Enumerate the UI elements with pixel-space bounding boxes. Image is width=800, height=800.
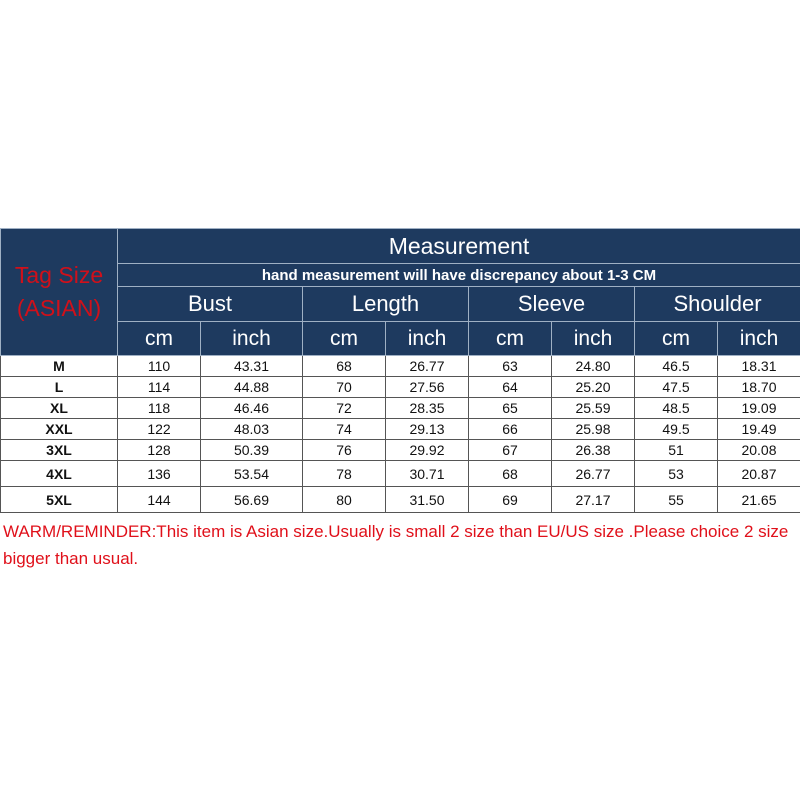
value-cell: 118 [118,398,201,419]
group-length: Length [303,287,469,322]
unit-header: inch [201,322,303,356]
size-cell: L [1,377,118,398]
value-cell: 64 [469,377,552,398]
value-cell: 30.71 [386,461,469,487]
value-cell: 20.08 [718,440,800,461]
value-cell: 44.88 [201,377,303,398]
value-cell: 18.31 [718,356,800,377]
value-cell: 76 [303,440,386,461]
value-cell: 18.70 [718,377,800,398]
value-cell: 25.98 [552,419,635,440]
unit-header: cm [303,322,386,356]
value-cell: 26.77 [386,356,469,377]
table-row [1,487,800,513]
value-cell: 48.5 [635,398,718,419]
size-cell: XXL [1,419,118,440]
value-cell: 48.03 [201,419,303,440]
unit-header: cm [118,322,201,356]
value-cell: 68 [303,356,386,377]
value-cell: 51 [635,440,718,461]
size-cell: XL [1,398,118,419]
unit-header: cm [635,322,718,356]
size-cell: 3XL [1,440,118,461]
value-cell: 128 [118,440,201,461]
value-cell: 70 [303,377,386,398]
value-cell: 69 [469,487,552,513]
value-cell: 31.50 [386,487,469,513]
value-cell: 110 [118,356,201,377]
size-warning: WARM/REMINDER:This item is Asian size.Usually is small 2 size than EU/US size .Please choice 2 size bigger than usual. [3,522,789,568]
table-row [1,461,800,487]
value-cell: 25.59 [552,398,635,419]
measurement-title: Measurement [118,229,800,264]
value-cell: 46.46 [201,398,303,419]
value-cell: 68 [469,461,552,487]
value-cell: 19.49 [718,419,800,440]
measurement-note: hand measurement will have discrepancy about 1-3 CM [118,264,800,287]
value-cell: 47.5 [635,377,718,398]
value-cell: 114 [118,377,201,398]
group-sleeve: Sleeve [469,287,635,322]
value-cell: 20.87 [718,461,800,487]
value-cell: 66 [469,419,552,440]
value-cell: 72 [303,398,386,419]
value-cell: 53.54 [201,461,303,487]
value-cell: 63 [469,356,552,377]
value-cell: 21.65 [718,487,800,513]
value-cell: 29.92 [386,440,469,461]
value-cell: 67 [469,440,552,461]
value-cell: 56.69 [201,487,303,513]
value-cell: 50.39 [201,440,303,461]
value-cell: 78 [303,461,386,487]
value-cell: 55 [635,487,718,513]
table-row [1,356,800,377]
size-chart-table [0,228,800,513]
value-cell: 65 [469,398,552,419]
value-cell: 27.17 [552,487,635,513]
value-cell: 53 [635,461,718,487]
unit-header: inch [386,322,469,356]
table-row [1,377,800,398]
value-cell: 122 [118,419,201,440]
table-row [1,419,800,440]
table-row [1,398,800,419]
tag-size-region: (ASIAN) [16,295,102,321]
value-cell: 27.56 [386,377,469,398]
value-cell: 46.5 [635,356,718,377]
value-cell: 26.38 [552,440,635,461]
value-cell: 43.31 [201,356,303,377]
unit-header: inch [552,322,635,356]
group-bust: Bust [118,287,303,322]
group-shoulder: Shoulder [635,287,800,322]
table-row [1,440,800,461]
tag-size-label: Tag Size [14,262,104,288]
value-cell: 25.20 [552,377,635,398]
size-cell: 5XL [1,487,118,513]
value-cell: 24.80 [552,356,635,377]
value-cell: 49.5 [635,419,718,440]
value-cell: 29.13 [386,419,469,440]
size-cell: 4XL [1,461,118,487]
value-cell: 19.09 [718,398,800,419]
unit-header: inch [718,322,800,356]
value-cell: 74 [303,419,386,440]
value-cell: 80 [303,487,386,513]
value-cell: 144 [118,487,201,513]
value-cell: 136 [118,461,201,487]
tag-size-header [1,229,118,356]
size-cell: M [1,356,118,377]
value-cell: 28.35 [386,398,469,419]
unit-header: cm [469,322,552,356]
value-cell: 26.77 [552,461,635,487]
